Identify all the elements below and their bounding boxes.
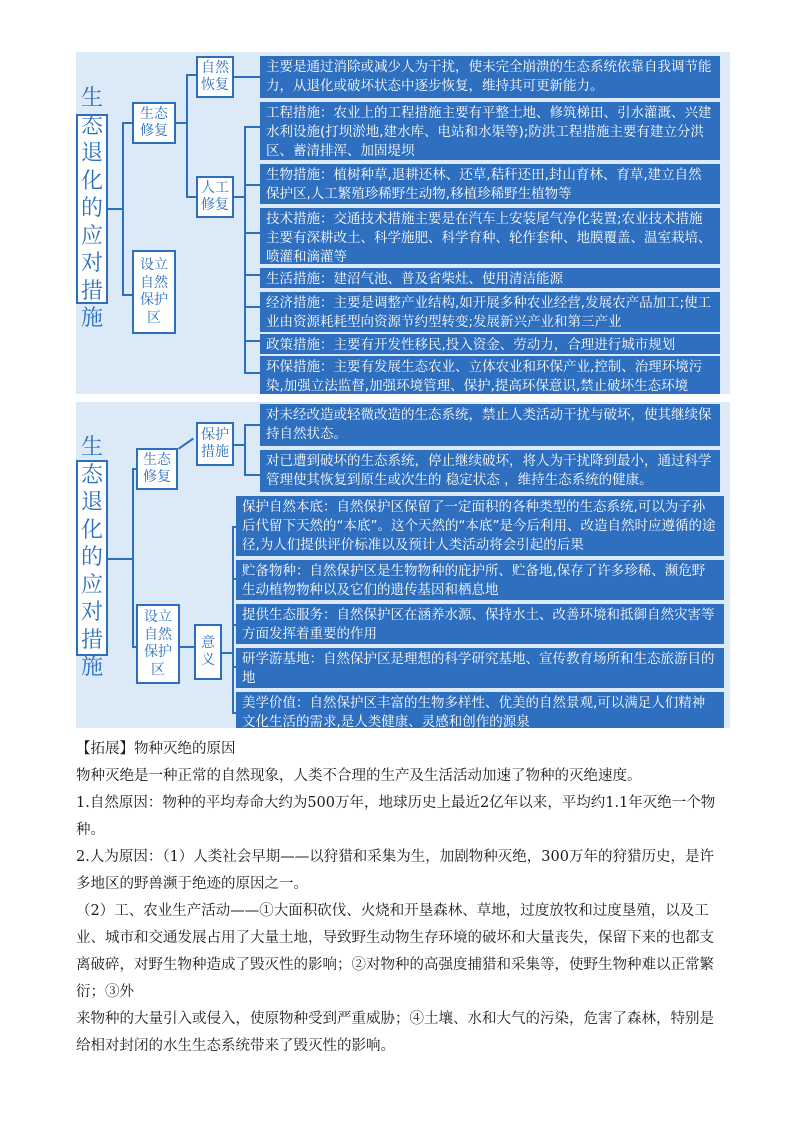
connector <box>122 122 132 124</box>
measure-biological: 生物措施：植树种草,退耕还林、还草,秸秆还田,封山育林、育草,建立自然保护区,人工繁殖珍稀野生动物,移植珍稀野生植物等 <box>260 164 720 204</box>
connector <box>244 306 260 308</box>
measure-technical: 技术措施：交通技术措施主要是在汽车上安装尾气净化装置;农业技术措施主要有深耕改土、科学施肥、科学育种、轮作套种、地膜覆盖、温室栽培、喷灌和滴灌等 <box>260 208 720 264</box>
connector <box>176 122 186 124</box>
connector <box>122 294 132 296</box>
connector <box>232 526 234 712</box>
connector <box>222 652 232 654</box>
significance-baseline: 保护自然本底：自然保护区保留了一定面积的各种类型的生态系统,可以为子孙后代留下天然的“本底”。这个天然的“本底”是今后利用、改造自然时应遵循的途径,为人们提供评价标准以及预计人类活动将会引起的后果 <box>236 496 724 556</box>
diagram-ecology-measures-1 <box>76 52 730 394</box>
root-node: 生态退化的应对措施 <box>76 460 108 656</box>
connector <box>244 126 260 128</box>
nature-reserve-node: 设立自然保护区 <box>132 250 176 334</box>
connector <box>244 274 260 276</box>
connector <box>108 558 132 560</box>
connector <box>122 122 124 294</box>
connector <box>186 74 196 76</box>
connector <box>244 184 260 186</box>
artificial-restore-node: 人工修复 <box>196 176 234 218</box>
article-paragraph: 物种灭绝是一种正常的自然现象，人类不合理的生产及生活活动加速了物种的灭绝速度。 <box>76 768 642 784</box>
protect-text-damaged: 对已遭到破坏的生态系统，停止继续破坏，将人为干扰降到最小，通过科学管理使其恢复到原生或次生的 稳定状态 ，维持生态系统的健康。 <box>260 450 720 492</box>
connector <box>186 196 196 198</box>
measure-policy: 政策措施：主要有开发性移民,投入资金、劳动力，合理进行城市规划 <box>260 334 720 354</box>
significance-study-base: 研学游基地：自然保护区是理想的科学研究基地、宣传教育场所和生态旅游目的地 <box>236 648 724 688</box>
article-paragraph: 1.自然原因：物种的平均寿命大约为500万年，地球历史上最近2亿年以来，平均约1.1年灭绝一个物种。 <box>76 795 716 838</box>
measure-economic: 经济措施：主要是调整产业结构,如开展多种农业经营,发展农产品加工;使工业由资源耗耗型向资源节约型转变;发展新兴产业和第三产业 <box>260 292 720 332</box>
natural-restore-text: 主要是通过消除或减少人为干扰，使未完全崩溃的生态系统依靠自我调节能力，从退化或破坏状态中逐步恢复，维持其可更新能力。 <box>260 56 720 98</box>
connector <box>180 646 194 648</box>
diagram-ecology-measures-2 <box>76 402 730 728</box>
article-paragraph: 来物种的大量引入或侵入，使原物种受到严重威胁；④土壤、水和大气的污染，危害了森林，特别是给相对封闭的水生生态系统带来了毁灭性的影响。 <box>76 1011 714 1054</box>
ecology-restore-node: 生态修复 <box>132 102 176 144</box>
connector <box>244 126 246 372</box>
connector <box>178 438 194 450</box>
connector <box>244 424 246 474</box>
ecology-restore-node: 生态修复 <box>136 448 178 490</box>
nature-reserve-node: 设立自然保护区 <box>136 604 180 684</box>
connector <box>244 232 260 234</box>
connector <box>244 424 260 426</box>
connector <box>234 196 244 198</box>
significance-eco-service: 提供生态服务：自然保护区在涵养水源、保持水土、改善环境和抵御自然灾害等方面发挥着重要的作用 <box>236 604 724 644</box>
connector <box>244 474 260 476</box>
natural-restore-node: 自然恢复 <box>196 56 234 98</box>
article-paragraph: （2）工、农业生产活动——①大面积砍伐、火烧和开垦森林、草地，过度放牧和过度垦殖，以及工业、城市和交通发展占用了大量土地，导致野生动物生存环境的破坏和大量丧失，保留下来的也都支离破碎，对野生物种造成了毁灭性的影响；②对物种的高强度捕猎和采集等，使野生物种难以正常繁衍；③外 <box>76 903 714 1000</box>
article <box>76 736 726 1060</box>
article-heading: 【拓展】物种灭绝的原因 <box>76 741 236 757</box>
measure-living: 生活措施：建沼气池、普及省柴灶、使用清洁能源 <box>260 268 720 288</box>
protect-text-untouched: 对未经改造或轻微改造的生态系统，禁止人类活动干扰与破坏，使其继续保持自然状态。 <box>260 404 720 446</box>
connector <box>108 208 122 210</box>
connector <box>234 444 244 446</box>
root-node: 生态退化的应对措施 <box>76 114 108 304</box>
significance-species-reserve: 贮备物种：自然保护区是生物物种的庇护所、贮备地,保存了许多珍稀、濒危野生动植物物种以及它们的遗传基因和栖息地 <box>236 560 724 600</box>
measure-engineering: 工程措施：农业上的工程措施主要有平整土地、修筑梯田、引水灌溉、兴建水利设施(打坝淤地,建水库、电站和水渠等);防洪工程措施主要有建立分洪区、蓄清排浑、加固堤坝 <box>260 102 720 160</box>
protect-measures-node: 保护措施 <box>196 422 234 466</box>
connector <box>244 340 260 342</box>
significance-node: 意义 <box>194 624 222 680</box>
significance-aesthetic: 美学价值：自然保护区丰富的生物多样性、优美的自然景观,可以满足人们精神文化生活的需求,是人类健康、灵感和创作的源泉 <box>236 692 724 728</box>
connector <box>132 468 134 646</box>
measure-environmental: 环保措施：主要有发展生态农业、立体农业和环保产业,控制、治理环境污染,加强立法监督,加强环境管理、保护,提高环保意识,禁止破坏生态环境 <box>260 356 720 394</box>
connector <box>244 372 260 374</box>
article-paragraph: 2.人为原因：（1）人类社会早期——以狩猎和采集为生，加剧物种灭绝，300万年的狩猎历史，是许多地区的野兽濒于绝迹的原因之一。 <box>76 849 714 892</box>
connector <box>186 74 188 196</box>
connector <box>234 76 260 78</box>
